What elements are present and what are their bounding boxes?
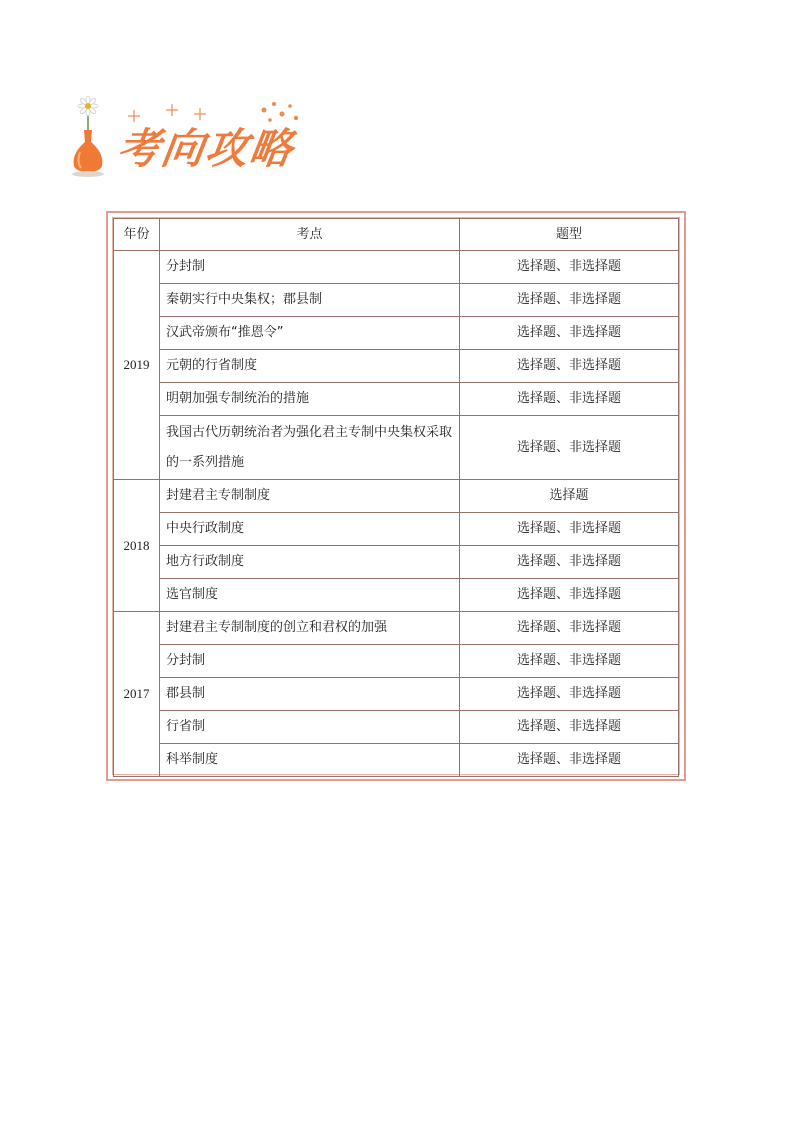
topic-cell: 元朝的行省制度 <box>160 350 460 383</box>
type-cell: 选择题、非选择题 <box>460 513 679 546</box>
topic-cell: 我国古代历朝统治者为强化君主专制中央集权采取的一系列措施 <box>160 416 460 480</box>
topic-cell: 分封制 <box>160 251 460 284</box>
topic-cell: 封建君主专制制度 <box>160 480 460 513</box>
table-row <box>114 284 679 317</box>
table-row <box>114 317 679 350</box>
section-title: 考向攻略 <box>114 124 298 173</box>
type-cell: 选择题、非选择题 <box>460 383 679 416</box>
table-row <box>114 383 679 416</box>
topic-cell: 封建君主专制制度的创立和君权的加强 <box>160 612 460 645</box>
table-row <box>114 645 679 678</box>
table-row <box>114 350 679 383</box>
type-cell: 选择题、非选择题 <box>460 350 679 383</box>
type-cell: 选择题、非选择题 <box>460 612 679 645</box>
type-cell: 选择题、非选择题 <box>460 284 679 317</box>
table-header-row <box>114 219 679 251</box>
exam-topics-table-frame <box>106 211 686 781</box>
table-row <box>114 711 679 744</box>
topic-cell: 汉武帝颁布“推恩令” <box>160 317 460 350</box>
topic-cell: 秦朝实行中央集权；郡县制 <box>160 284 460 317</box>
topic-cell: 明朝加强专制统治的措施 <box>160 383 460 416</box>
type-cell: 选择题、非选择题 <box>460 711 679 744</box>
table-row <box>114 546 679 579</box>
type-cell: 选择题、非选择题 <box>460 645 679 678</box>
type-cell: 选择题、非选择题 <box>460 416 679 480</box>
year-cell: 2017 <box>114 612 160 777</box>
topic-cell: 行省制 <box>160 711 460 744</box>
exam-topics-table <box>113 218 679 777</box>
table-row <box>114 480 679 513</box>
column-header-year: 年份 <box>114 219 160 251</box>
sparkle-decoration-icon <box>124 100 314 130</box>
type-cell: 选择题、非选择题 <box>460 317 679 350</box>
type-cell: 选择题、非选择题 <box>460 546 679 579</box>
table-row <box>114 513 679 546</box>
topic-cell: 分封制 <box>160 645 460 678</box>
topic-cell: 郡县制 <box>160 678 460 711</box>
topic-cell: 选官制度 <box>160 579 460 612</box>
type-cell: 选择题、非选择题 <box>460 678 679 711</box>
type-cell: 选择题、非选择题 <box>460 579 679 612</box>
table-row <box>114 744 679 777</box>
column-header-topic: 考点 <box>160 219 460 251</box>
section-logo <box>68 96 308 180</box>
year-cell: 2018 <box>114 480 160 612</box>
table-row <box>114 251 679 284</box>
table-row <box>114 579 679 612</box>
topic-cell: 地方行政制度 <box>160 546 460 579</box>
column-header-type: 题型 <box>460 219 679 251</box>
type-cell: 选择题 <box>460 480 679 513</box>
topic-cell: 科举制度 <box>160 744 460 777</box>
topic-cell: 中央行政制度 <box>160 513 460 546</box>
type-cell: 选择题、非选择题 <box>460 744 679 777</box>
year-cell: 2019 <box>114 251 160 480</box>
table-row <box>114 416 679 480</box>
type-cell: 选择题、非选择题 <box>460 251 679 284</box>
table-row <box>114 612 679 645</box>
table-row <box>114 678 679 711</box>
